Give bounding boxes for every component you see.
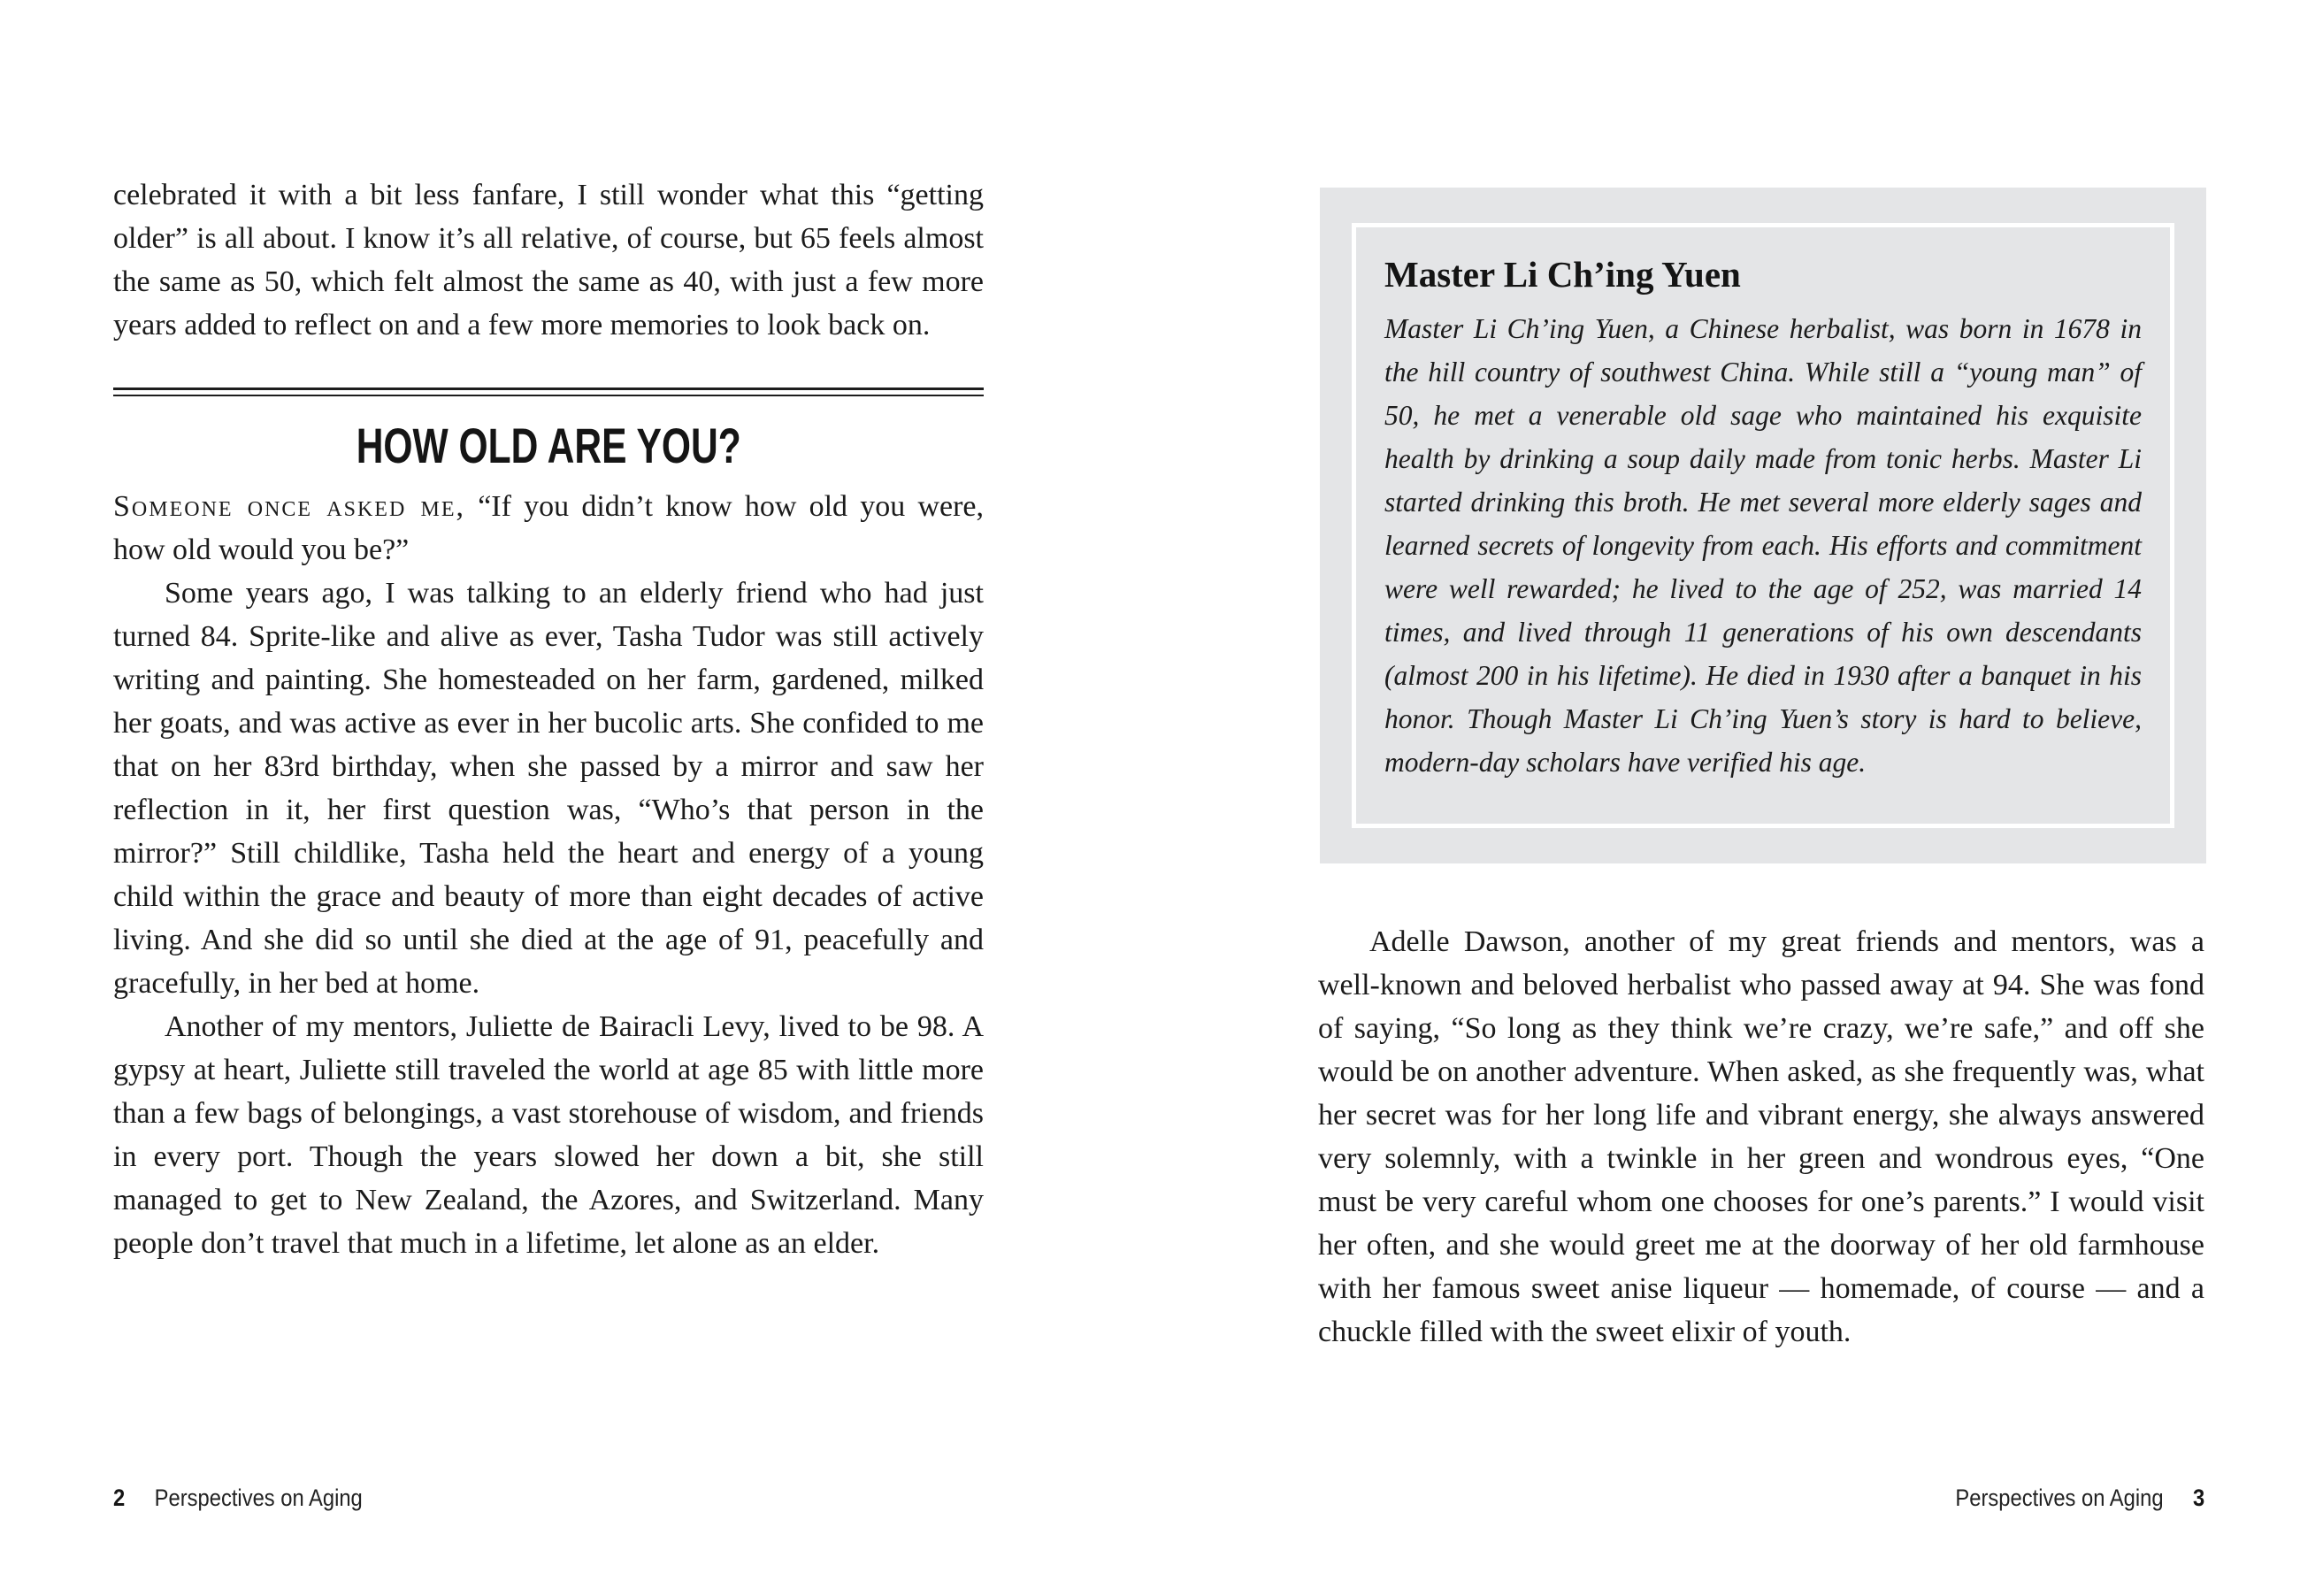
right-page-number: 3 (2192, 1485, 2204, 1511)
right-page-footer (1318, 1485, 2204, 1512)
right-running-title: Perspectives on Aging (1955, 1485, 2164, 1511)
left-running-title: Perspectives on Aging (154, 1485, 363, 1511)
left-page-number: 2 (113, 1485, 126, 1511)
juliette-paragraph: Another of my mentors, Juliette de Bairacli Levy, lived to be 98. A gypsy at heart, Juliette still traveled the world at age 85 with little more than a few bags of belongings, a vast storehouse of wisdom, and friends in every port. Though the years slowed her down a bit, she still managed to get to New Zealand, the Azores, and Switzerland. Many people don’t travel that much in a lifetime, let alone as an elder. (113, 1010, 984, 1260)
section-heading-text: HOW OLD ARE YOU? (356, 418, 741, 473)
left-page-column (113, 173, 984, 1265)
sidebar-box (1320, 188, 2206, 863)
sidebar-inner-frame (1352, 223, 2174, 828)
lead-paragraph-rest: “If you didn’t know how old you were, how old would you be?” (113, 490, 985, 566)
continuation-paragraph: celebrated it with a bit less fanfare, I still wonder what this “getting older” is all about. I know it’s all relative, of course, but 65 feels almost the same as 50, which felt almost the same as 40, with just a few more years added to reflect on and a few more memories to look back on. (113, 179, 984, 341)
sidebar-title: Master Li Ch’ing Yuen (1384, 254, 1741, 295)
adelle-paragraph: Adelle Dawson, another of my great friends and mentors, was a well-known and beloved herbalist who passed away at 94. She was fond of saying, “So long as they think we’re crazy, we’re safe,” and off she would be on another adventure. When asked, as she frequently was, what her secret was for her long life and vibrant energy, she always answered very solemnly, with a twinkle in her green and wondrous eyes, “One must be very careful whom one chooses for one’s parents.” I would visit her often, and she would greet me at the doorway of her old farmhouse with her famous sweet anise liqueur — homemade, of course — and a chuckle filled with the sweet elixir of youth. (1318, 925, 2204, 1348)
sidebar-body-text: Master Li Ch’ing Yuen, a Chinese herbalist, was born in 1678 in the hill country of southwest China. While still a “young man” of 50, he met a venerable old sage who maintained his exquisite health by drinking a soup daily made from tonic herbs. Master Li started drinking this broth. He met several more elderly sages and learned secrets of longevity from each. His efforts and commitment were well rewarded; he lived to the age of 252, was married 14 times, and lived through 11 generations of his own descendants (almost 200 in his lifetime). He died in 1930 after a banquet in his honor. Though Master Li Ch’ing Yuen’s story is hard to believe, modern-day scholars have verified his age. (1384, 313, 2142, 778)
section-heading (113, 419, 984, 472)
section-divider-rule (113, 387, 984, 396)
right-page-column (1318, 920, 2204, 1354)
small-caps-opener: Someone once asked me, (113, 490, 465, 523)
lead-paragraph (113, 485, 984, 572)
tasha-paragraph: Some years ago, I was talking to an elderly friend who had just turned 84. Sprite-like and alive as ever, Tasha Tudor was still actively writing and painting. She homesteaded on her farm, gardened, milked her goats, and was active as ever in her bucolic arts. She confided to me that on her 83rd birthday, when she passed by a mirror and saw her reflection in it, her first question was, “Who’s that person in the mirror?” Still childlike, Tasha held the heart and energy of a young child within the grace and beauty of more than eight decades of active living. And she did so until she died at the age of 91, peacefully and gracefully, in her bed at home. (113, 577, 984, 1000)
right-footer-text (1955, 1485, 2204, 1512)
left-footer-text (113, 1485, 363, 1512)
left-page-footer (113, 1485, 984, 1512)
